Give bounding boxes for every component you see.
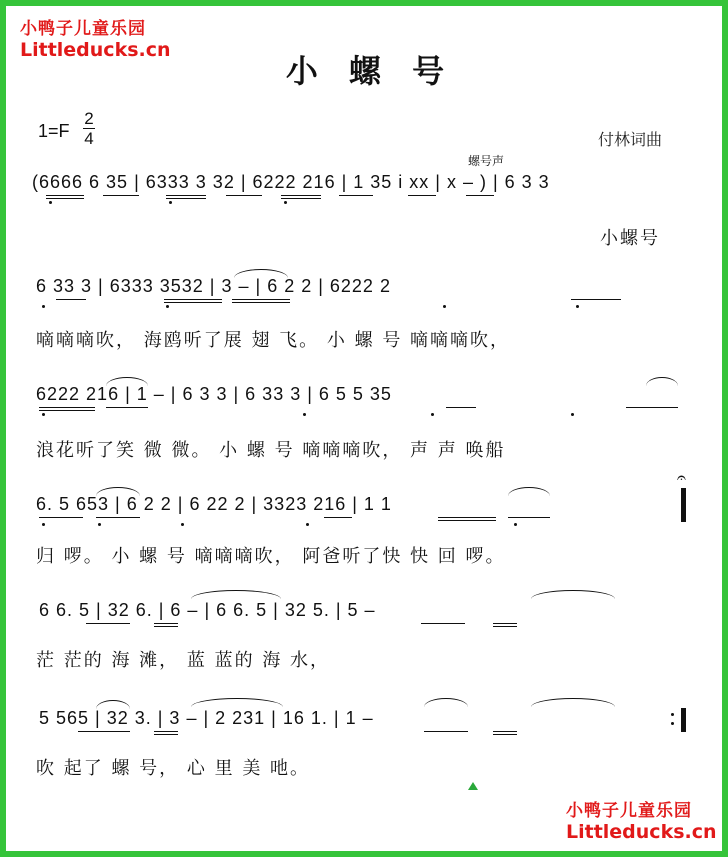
conch-sound-annotation: 螺号声 — [468, 154, 505, 168]
brand-name-cn: 小鸭子儿童乐园 — [20, 19, 146, 39]
brand-name-cn-bottom: 小鸭子儿童乐园 — [566, 801, 692, 821]
score-line-5-lyrics: 茫 茫的 海 滩， 蓝 蓝的 海 水， — [36, 650, 331, 671]
brand-name-en: Littleducks.cn — [20, 39, 171, 61]
score-line-6-lyrics: 吹 起了 螺 号， 心 里 美 吔。 — [36, 758, 311, 779]
score-line-1-notes: (6666 6 35 | 6333 3 32 | 6222 216 | 1 35 i xx | x – ) | 6 3 3 — [32, 172, 550, 192]
score-line-4-notes: 6. 5 653 | 6 2 2 | 6 22 2 | 3323 216 | 1 1 — [36, 494, 392, 514]
score-line-3-lyrics: 浪花听了笑 微 微。 小 螺 号 嘀嘀嘀吹， 声 声 唤船 — [36, 440, 506, 461]
score-line-1-lyrics: 小螺号 — [600, 228, 660, 249]
score-line-2-lyrics: 嘀嘀嘀吹， 海鸥听了展 翅 飞。 小 螺 号 嘀嘀嘀吹， — [36, 330, 511, 351]
score-line-4-lyrics: 归 啰。 小 螺 号 嘀嘀嘀吹， 阿爸听了快 快 回 啰。 — [36, 546, 506, 567]
composer-credit: 付林词曲 — [598, 130, 663, 149]
score-line-5-notes: 6 6. 5 | 32 6. | 6 – | 6 6. 5 | 32 5. | 5 – — [39, 600, 376, 620]
brand-logo-bottom — [566, 796, 717, 843]
brand-name-en-bottom: Littleducks.cn — [566, 821, 717, 843]
score-line-6-notes: 5 565 | 32 3. | 3 – | 2 231 | 16 1. | 1 – — [39, 708, 374, 728]
score-line-3-notes: 6222 216 | 1 – | 6 3 3 | 6 33 3 | 6 5 5 35 — [36, 384, 392, 404]
score-line-2-notes: 6 33 3 | 6333 3532 | 3 – | 6 2 2 | 6222 2 — [36, 276, 391, 296]
fermata-icon: 𝄐 — [677, 468, 686, 487]
green-marker-icon — [468, 782, 478, 790]
key-signature: 1=F — [38, 121, 70, 141]
time-signature: 2 4 — [84, 109, 94, 148]
song-title: 小 螺 号 — [285, 52, 455, 90]
